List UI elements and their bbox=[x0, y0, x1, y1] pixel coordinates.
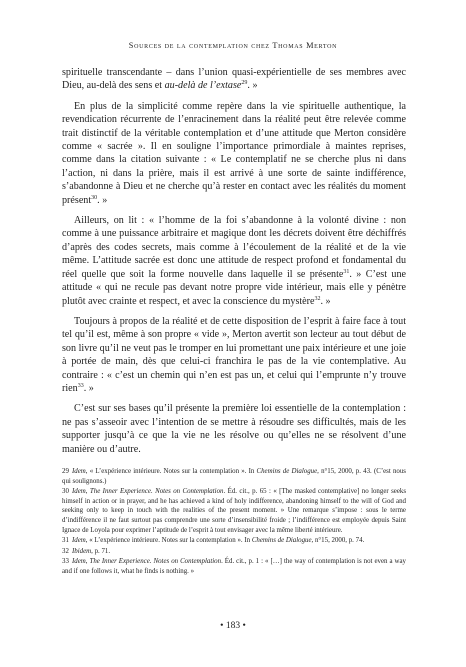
footnote-ref[interactable]: 30 bbox=[91, 194, 98, 201]
main-text bbox=[62, 66, 406, 463]
emphasis: au-delà de l’extase bbox=[164, 80, 242, 92]
footnote: 30 Idem, The Inner Experience. Notes on Contemplation. Éd. cit., p. 65 : « [The masked contemplative] no longer seeks himself in action or in prayer, and he has achieved a kind of holy indifference, abandoning himself to the will of God and seeking only to keep in touch with the realities of the present moment. » Une remarque s’impose : sous le terme d’indifférence il ne faut surtout pas comprendre une sorte d’insensibilité froide ; l’indifférence est employée depuis Saint Ignace de Loyola pour exprimer l’aptitude de l’esprit à tout envisager avec la même liberté intérieure. bbox=[62, 488, 407, 534]
page-number: • 183 • bbox=[220, 621, 246, 631]
footnote-number: 31 bbox=[62, 537, 69, 545]
running-header bbox=[0, 41, 466, 50]
footnotes bbox=[62, 467, 406, 578]
paragraph: Ailleurs, on lit : « l’homme de la foi s’abandonne à la volonté divine : non comme à une puissance arbitraire et magique dont les décrets doivent être déchiffrés d’après des codes secrets, mais comme à l’écoulement de la réalité et de la vie même. L’attitude sacrée est donc une attitude de respect profond et fondamental du réel quelle que soit la forme nouvelle dans laquelle il se présente$^{31}$. » C’est une attitude « qui ne recule pas devant notre propre vide intérieur, mais elle y pénètre plutôt avec crainte et respect, et avec la conscience du mystère$^{32}$. » bbox=[62, 215, 406, 307]
footnote: 33 Idem, The Inner Experience. Notes on Contemplation. Éd. cit., p. 1 : « […] the way of contemplation is not even a way and if one follows it, what he finds is nothing. » bbox=[62, 558, 407, 575]
paragraph: En plus de la simplicité comme repère dans la vie spirituelle authentique, la revendication récurrente de l’enracinement dans la réalité peut être relevée comme trait distinctif de la véritable contemplation et d’une attitude que Merton considère comme « sacrée ». Il en souligne l’importance primordiale à maintes reprises, comme dans la citation suivante : « Le contemplatif ne se cherche plus ni dans l’action, ni dans la prière, mais il est arrivé à une sorte de sainte indifférence, s’abandonne à Dieu et ne cherche qu’à rester en contact avec les réalités du moment présent$^{30}$. » bbox=[62, 100, 406, 206]
paragraph: C’est sur ses bases qu’il présente la première loi essentielle de la contemplation : ne pas s’asseoir avec l’intention de se mettre à résoudre ses difficultés, mais de les supporter jusqu’à ce que la vie ne les résolve ou qu’elles ne se résolvent d’une manière ou d’autre. bbox=[62, 403, 406, 455]
running-title: Sources de la contemplation chez Thomas Merton bbox=[128, 41, 338, 50]
footnote-ref[interactable]: 29 bbox=[241, 80, 248, 87]
footnote-ref[interactable]: 31 bbox=[343, 268, 350, 275]
paragraph: Toujours à propos de la réalité et de cette disposition de l’esprit à faire face à tout tel qu’il est, même à son propre « vide », Merton avertit son lecteur au tout début de son livre qu’il ne veut pas le tromper en lui promettant une paix intérieure et une joie à portée de main, dès que celui-ci franchira le pas de la vie contemplative. Au contraire : « c’est un chemin qui n’en est pas un, et celui qui l’emprunte n’y trouve rien$^{33}$. » bbox=[62, 315, 406, 394]
footnote: 29 Idem, « L’expérience intérieure. Notes sur la contemplation ». In Chemins de Dialogue, n°15, 2000, p. 43. (C’est nous qui soulignons.) bbox=[62, 468, 406, 485]
paragraph: spirituelle transcendante – dans l’union quasi-expérientielle de ses membres avec Dieu, au-delà des sens et au-delà de l’extase$^{29}$. » bbox=[62, 67, 406, 92]
footnote: 31 Idem, « L’expérience intérieure. Notes sur la contemplation ». In Chemins de Dialogue, n°15, 2000, p. 74. bbox=[62, 537, 365, 545]
footnote-ref[interactable]: 33 bbox=[77, 382, 84, 389]
footnote-ref[interactable]: 32 bbox=[314, 295, 321, 302]
footnote-number: 32 bbox=[62, 547, 69, 555]
footnote-number: 29 bbox=[62, 468, 69, 475]
footnote: 32 Ibidem, p. 71. bbox=[62, 547, 111, 555]
footnote-number: 33 bbox=[62, 558, 69, 566]
footnote-number: 30 bbox=[62, 488, 69, 496]
